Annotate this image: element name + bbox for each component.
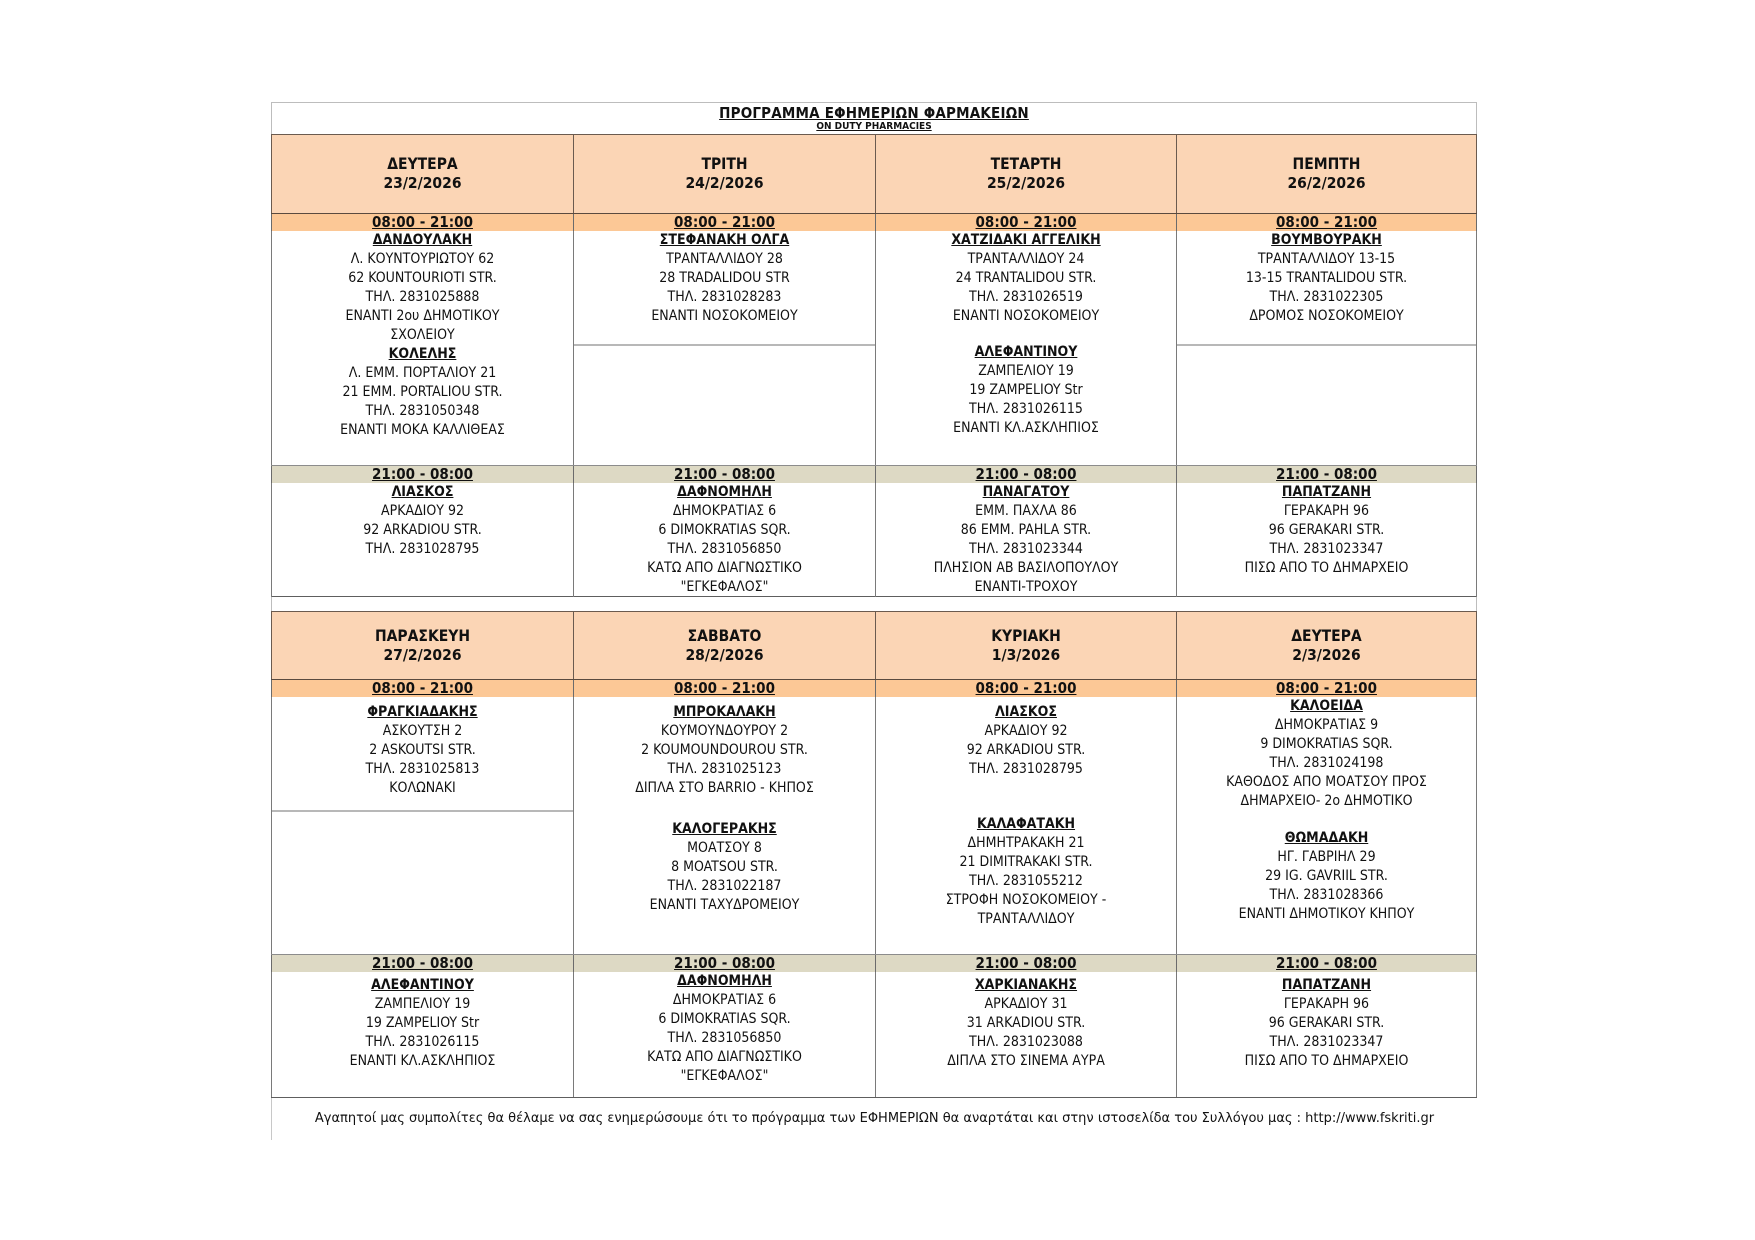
pharmacy-name: ΚΟΛΕΛΗΣ: [388, 346, 457, 362]
week-spacer: [271, 597, 1477, 611]
night-cell: [875, 972, 1176, 1097]
pharmacy-landmark: ΚΟΛΩΝΑΚΙ: [389, 780, 456, 796]
pharmacy-entry: [1177, 231, 1476, 344]
day-header: [573, 612, 875, 679]
week-block-2: [271, 611, 1477, 1098]
pharmacy-name: ΜΠΡΟΚΑΛΑΚΗ: [673, 704, 776, 720]
pharmacy-phone: ΤΗΛ. 2831028283: [667, 289, 782, 305]
pharmacy-name: ΣΤΕΦΑΝΑΚΗ ΟΛΓΑ: [659, 232, 790, 248]
pharmacy-entry: [1177, 972, 1476, 1071]
pharmacy-phone: ΤΗΛ. 2831055212: [969, 873, 1083, 889]
pharmacy-name: ΚΑΛΟΕΙΔΑ: [1290, 698, 1363, 714]
pharmacy-line: 86 EMM. PAHLA STR.: [960, 522, 1092, 538]
pharmacy-name: ΚΑΛΟΓΕΡΑΚΗΣ: [672, 821, 777, 837]
pharmacy-line: ΑΡΚΑΔΙΟΥ 31: [984, 996, 1068, 1012]
pharmacy-phone: ΤΗΛ. 2831022305: [1269, 289, 1384, 305]
day-shift-label: 08:00 - 21:00: [875, 680, 1176, 697]
pharmacy-landmark: ΠΙΣΩ ΑΠΟ ΤΟ ΔΗΜΑΡΧΕΙΟ: [1244, 560, 1409, 576]
pharmacy-landmark: ΚΑΤΩ ΑΠΟ ΔΙΑΓΝΩΣΤΙΚΟ: [647, 1049, 802, 1065]
pharmacy-line: 62 KOUNTOURIOTI STR.: [348, 270, 497, 286]
pharmacy-name: ΔΑΦΝΟΜΗΛΗ: [677, 484, 772, 500]
pharmacy-phone: ΤΗΛ. 2831050348: [365, 403, 480, 419]
day-header: [875, 612, 1176, 679]
pharmacy-line: ΔΗΜΟΚΡΑΤΙΑΣ 6: [672, 992, 777, 1008]
pharmacy-landmark: ΚΑΤΩ ΑΠΟ ΔΙΑΓΝΩΣΤΙΚΟ: [647, 560, 802, 576]
night-cell: [271, 483, 573, 597]
pharmacy-line: 92 ARKADIOU STR.: [966, 742, 1086, 758]
day-cell: [573, 231, 875, 465]
pharmacy-name: ΧΑΤΖΙΔΑΚΙ ΑΓΓΕΛΙΚΗ: [951, 232, 1101, 248]
pharmacy-line: 92 ARKADIOU STR.: [363, 522, 482, 538]
page-title: ΠΡΟΓΡΑΜΜΑ ΕΦΗΜΕΡΙΩΝ ΦΑΡΜΑΚΕΙΩΝ: [719, 104, 1029, 122]
pharmacy-phone: ΤΗΛ. 2831023347: [1269, 541, 1384, 557]
day-date: 2/3/2026: [1292, 645, 1361, 664]
night-shift-label: 21:00 - 08:00: [271, 466, 573, 483]
pharmacy-line: ΖΑΜΠΕΛΙΟΥ 19: [978, 363, 1074, 379]
night-shift-label: 21:00 - 08:00: [271, 955, 573, 972]
night-shift-label: 21:00 - 08:00: [573, 955, 875, 972]
pharmacy-entry: [876, 231, 1176, 326]
day-cell: [271, 231, 573, 465]
pharmacy-line: 2 ASKOUTSI STR.: [369, 742, 476, 758]
pharmacy-line: 28 TRADALIDOU STR: [659, 270, 790, 286]
day-date: 26/2/2026: [1287, 174, 1366, 192]
pharmacy-line: 9 DIMOKRATIAS SQR.: [1260, 736, 1393, 752]
day-header: [1176, 612, 1477, 679]
pharmacy-entry: [574, 697, 875, 798]
day-date: 1/3/2026: [991, 645, 1061, 664]
day-header-row: [271, 134, 1477, 213]
night-shift-content-row: [271, 483, 1477, 597]
pharmacy-line: ΑΡΚΑΔΙΟΥ 92: [380, 503, 465, 519]
pharmacy-line: 96 GERAKARI STR.: [1268, 522, 1385, 538]
pharmacy-name: ΔΑΝΔΟΥΛΑΚΗ: [372, 232, 473, 248]
day-name: ΔΕΥΤΕΡΑ: [1291, 626, 1362, 645]
pharmacy-line: ΤΡΑΝΤΑΛΛΙΔΟΥ 24: [967, 251, 1085, 267]
night-shift-label: 21:00 - 08:00: [1176, 466, 1477, 483]
night-cell: [1176, 972, 1477, 1097]
day-shift-label: 08:00 - 21:00: [271, 680, 573, 697]
pharmacy-entry: [876, 697, 1176, 779]
footer-notice: [271, 1098, 1477, 1140]
pharmacy-name: ΛΙΑΣΚΟΣ: [391, 484, 454, 500]
pharmacy-line: 19 ZAMPELIOY Str: [365, 1015, 480, 1031]
pharmacy-name: ΠΑΠΑΤΖΑΝΗ: [1281, 977, 1372, 993]
pharmacy-line: ΑΣΚΟΥΤΣΗ 2: [382, 723, 463, 739]
pharmacy-entry: [876, 326, 1176, 438]
pharmacy-landmark: ΚΑΘΟΔΟΣ ΑΠΟ ΜΟΑΤΣΟΥ ΠΡΟΣ: [1226, 774, 1427, 790]
pharmacy-line: ΖΑΜΠΕΛΙΟΥ 19: [374, 996, 471, 1012]
pharmacy-line: 21 EMM. PORTALIOU STR.: [342, 384, 503, 400]
pharmacy-landmark: ΔΙΠΛΑ ΣΤΟ BARRIO - ΚΗΠΟΣ: [635, 780, 814, 796]
day-cell: [875, 697, 1176, 954]
pharmacy-name: ΒΟΥΜΒΟΥΡΑΚΗ: [1271, 232, 1382, 248]
pharmacy-phone: ΤΗΛ. 2831025123: [667, 761, 782, 777]
day-name: ΚΥΡΙΑΚΗ: [991, 626, 1061, 645]
pharmacy-phone: ΤΗΛ. 2831026115: [365, 1034, 480, 1050]
pharmacy-entry: [272, 972, 573, 1071]
pharmacy-entry: [876, 483, 1176, 597]
pharmacy-name: ΦΡΑΓΚΙΑΔΑΚΗΣ: [367, 704, 478, 720]
night-cell: [271, 972, 573, 1097]
pharmacy-line: ΔΗΜΗΤΡΑΚΑΚΗ 21: [967, 835, 1085, 851]
pharmacy-line: 19 ZAMPELIOY Str: [969, 382, 1083, 398]
pharmacy-line: 2 KOUMOUNDOUROU STR.: [641, 742, 808, 758]
day-date: 24/2/2026: [685, 174, 764, 192]
day-date: 25/2/2026: [986, 174, 1066, 192]
night-shift-row: [271, 954, 1477, 972]
night-shift-content-row: [271, 972, 1477, 1098]
pharmacy-entry: [574, 231, 875, 344]
empty-slot: [272, 810, 573, 812]
pharmacy-line: ΓΕΡΑΚΑΡΗ 96: [1283, 996, 1370, 1012]
day-header: [875, 135, 1176, 213]
pharmacy-line: ΔΗΜΟΚΡΑΤΙΑΣ 9: [1274, 717, 1379, 733]
pharmacy-landmark: ΕΝΑΝΤΙ ΚΛ.ΑΣΚΛΗΠΙΟΣ: [349, 1053, 496, 1069]
pharmacy-line: ΚΟΥΜΟΥΝΔΟΥΡΟΥ 2: [660, 723, 789, 739]
pharmacy-phone: ΤΗΛ. 2831023088: [969, 1034, 1083, 1050]
day-name: ΠΕΜΠΤΗ: [1292, 155, 1361, 173]
day-shift-label: 08:00 - 21:00: [573, 214, 875, 231]
empty-slot: [1177, 344, 1476, 346]
day-header-row: [271, 611, 1477, 679]
day-shift-label: 08:00 - 21:00: [1176, 214, 1477, 231]
pharmacy-line: Λ. ΚΟΥΝΤΟΥΡΙΩΤΟΥ 62: [350, 251, 495, 267]
day-header: [1176, 135, 1477, 213]
pharmacy-entry: [1177, 483, 1476, 578]
night-cell: [1176, 483, 1477, 597]
pharmacy-phone: ΤΗΛ. 2831056850: [667, 541, 782, 557]
pharmacy-entry: [272, 697, 573, 810]
pharmacy-phone: ΤΗΛ. 2831028795: [969, 761, 1083, 777]
pharmacy-line: 24 TRANTALIDOU STR.: [955, 270, 1097, 286]
pharmacy-entry: [1177, 811, 1476, 924]
pharmacy-name: ΑΛΕΦΑΝΤΙΝΟΥ: [371, 977, 474, 993]
pharmacy-landmark: ΕΝΑΝΤΙ-ΤΡΟΧΟΥ: [974, 579, 1078, 595]
day-shift-label: 08:00 - 21:00: [271, 214, 573, 231]
pharmacy-landmark: ΔΙΠΛΑ ΣΤΟ ΣΙΝΕΜΑ ΑΥΡΑ: [947, 1053, 1105, 1069]
pharmacy-landmark: ΕΝΑΝΤΙ ΚΛ.ΑΣΚΛΗΠΙΟΣ: [953, 420, 1099, 436]
pharmacy-phone: ΤΗΛ. 2831025888: [365, 289, 480, 305]
day-shift-label: 08:00 - 21:00: [875, 214, 1176, 231]
pharmacy-landmark: "ΕΓΚΕΦΑΛΟΣ": [680, 579, 769, 595]
title-row: [271, 102, 1477, 134]
pharmacy-name: ΔΑΦΝΟΜΗΛΗ: [677, 973, 772, 989]
pharmacy-entry: [876, 972, 1176, 1071]
day-name: ΔΕΥΤΕΡΑ: [387, 155, 458, 173]
day-shift-label: 08:00 - 21:00: [573, 680, 875, 697]
pharmacy-line: 6 DIMOKRATIAS SQR.: [658, 522, 791, 538]
pharmacy-line: ΗΓ. ΓΑΒΡΙΗΛ 29: [1277, 849, 1376, 865]
night-cell: [573, 483, 875, 597]
pharmacy-line: 8 MOATSOU STR.: [671, 859, 778, 875]
pharmacy-line: 31 ARKADIOU STR.: [966, 1015, 1086, 1031]
pharmacy-entry: [1177, 697, 1476, 811]
pharmacy-entry: [574, 972, 875, 1086]
pharmacy-landmark: ΕΝΑΝΤΙ ΔΗΜΟΤΙΚΟΥ ΚΗΠΟΥ: [1238, 906, 1415, 922]
pharmacy-line: ΑΡΚΑΔΙΟΥ 92: [984, 723, 1068, 739]
pharmacy-landmark: ΠΙΣΩ ΑΠΟ ΤΟ ΔΗΜΑΡΧΕΙΟ: [1244, 1053, 1409, 1069]
pharmacy-line: ΔΗΜΟΚΡΑΤΙΑΣ 6: [672, 503, 777, 519]
pharmacy-phone: ΤΗΛ. 2831026519: [969, 289, 1083, 305]
pharmacy-landmark: ΤΡΑΝΤΑΛΛΙΔΟΥ: [977, 911, 1075, 927]
day-cell: [1176, 231, 1477, 465]
pharmacy-entry: [272, 483, 573, 559]
day-date: 28/2/2026: [685, 645, 764, 664]
night-shift-label: 21:00 - 08:00: [1176, 955, 1477, 972]
pharmacy-landmark: ΣΤΡΟΦΗ ΝΟΣΟΚΟΜΕΙΟΥ -: [945, 892, 1107, 908]
empty-slot: [574, 344, 875, 346]
pharmacy-line: ΤΡΑΝΤΑΛΛΙΔΟΥ 13-15: [1257, 251, 1396, 267]
pharmacy-name: ΚΑΛΑΦΑΤΑΚΗ: [976, 816, 1076, 832]
night-cell: [573, 972, 875, 1097]
day-shift-row: [271, 679, 1477, 697]
pharmacy-line: Λ. ΕΜΜ. ΠΟΡΤΑΛΙΟΥ 21: [348, 365, 497, 381]
pharmacy-name: ΛΙΑΣΚΟΣ: [995, 704, 1057, 720]
day-shift-label: 08:00 - 21:00: [1176, 680, 1477, 697]
day-header: [271, 612, 573, 679]
day-name: ΤΕΤΑΡΤΗ: [990, 155, 1062, 173]
pharmacy-landmark: ΕΝΑΝΤΙ ΜΟΚΑ ΚΑΛΛΙΘΕΑΣ: [340, 422, 505, 438]
night-shift-label: 21:00 - 08:00: [573, 466, 875, 483]
pharmacy-landmark: ΕΝΑΝΤΙ 2ου ΔΗΜΟΤΙΚΟΥ: [345, 308, 500, 324]
pharmacy-line: 21 DIMITRAKAKI STR.: [959, 854, 1093, 870]
night-shift-row: [271, 465, 1477, 483]
pharmacy-name: ΘΩΜΑΔΑΚΗ: [1284, 830, 1369, 846]
day-header: [271, 135, 573, 213]
pharmacy-landmark: ΔΡΟΜΟΣ ΝΟΣΟΚΟΜΕΙΟΥ: [1249, 308, 1404, 324]
pharmacy-landmark: ΕΝΑΝΤΙ ΝΟΣΟΚΟΜΕΙΟΥ: [651, 308, 798, 324]
night-shift-label: 21:00 - 08:00: [875, 466, 1176, 483]
day-shift-content-row: [271, 697, 1477, 954]
day-cell: [1176, 697, 1477, 954]
day-shift-content-row: [271, 231, 1477, 465]
pharmacy-phone: ΤΗΛ. 2831028366: [1269, 887, 1384, 903]
pharmacy-name: ΠΑΠΑΤΖΑΝΗ: [1281, 484, 1372, 500]
pharmacy-line: 96 GERAKARI STR.: [1268, 1015, 1385, 1031]
pharmacy-phone: ΤΗΛ. 2831026115: [969, 401, 1083, 417]
pharmacy-phone: ΤΗΛ. 2831024198: [1269, 755, 1384, 771]
page-subtitle: ON DUTY PHARMACIES: [816, 121, 932, 132]
pharmacy-landmark: "ΕΓΚΕΦΑΛΟΣ": [680, 1068, 769, 1084]
pharmacy-phone: ΤΗΛ. 2831023347: [1269, 1034, 1384, 1050]
pharmacy-landmark: ΕΝΑΝΤΙ ΝΟΣΟΚΟΜΕΙΟΥ: [952, 308, 1100, 324]
pharmacy-phone: ΤΗΛ. 2831023344: [969, 541, 1083, 557]
night-shift-label: 21:00 - 08:00: [875, 955, 1176, 972]
night-cell: [875, 483, 1176, 597]
pharmacy-landmark: ΠΛΗΣΙΟΝ ΑΒ ΒΑΣΙΛΟΠΟΥΛΟΥ: [933, 560, 1119, 576]
pharmacy-line: 6 DIMOKRATIAS SQR.: [658, 1011, 791, 1027]
pharmacy-line: 29 IG. GAVRIIL STR.: [1265, 868, 1388, 884]
pharmacy-phone: ΤΗΛ. 2831025813: [365, 761, 480, 777]
day-cell: [573, 697, 875, 954]
week-block-1: [271, 134, 1477, 597]
pharmacy-entry: [574, 483, 875, 597]
footer-text: Αγαπητοί μας συμπολίτες θα θέλαμε να σας ενημερώσουμε ότι το πρόγραμμα των ΕΦΗΜΕΡΙΩΝ θα αναρτάται και στην ιστοσελίδα του Συλλόγου μας : http://www.fskriti.gr: [314, 1111, 1435, 1126]
pharmacy-entry: [272, 345, 573, 440]
day-shift-row: [271, 213, 1477, 231]
day-name: ΠΑΡΑΣΚΕΥΗ: [374, 626, 471, 645]
pharmacy-line: ΓΕΡΑΚΑΡΗ 96: [1283, 503, 1370, 519]
pharmacy-phone: ΤΗΛ. 2831056850: [667, 1030, 782, 1046]
day-header: [573, 135, 875, 213]
day-date: 23/2/2026: [383, 174, 462, 192]
pharmacy-phone: ΤΗΛ. 2831028795: [365, 541, 480, 557]
pharmacy-line: ΤΡΑΝΤΑΛΛΙΔΟΥ 28: [666, 251, 783, 267]
day-cell: [271, 697, 573, 954]
pharmacy-entry: [272, 231, 573, 345]
pharmacy-line: 13-15 TRANTALIDOU STR.: [1245, 270, 1408, 286]
day-date: 27/2/2026: [383, 645, 462, 664]
pharmacy-line: ΜΟΑΤΣΟΥ 8: [687, 840, 762, 856]
pharmacy-landmark: ΣΧΟΛΕΙΟΥ: [390, 327, 455, 343]
pharmacy-name: ΑΛΕΦΑΝΤΙΝΟΥ: [974, 344, 1078, 360]
pharmacy-name: ΠΑΝΑΓΑΤΟΥ: [982, 484, 1070, 500]
pharmacy-landmark: ΔΗΜΑΡΧΕΙΟ- 2ο ΔΗΜΟΤΙΚΟ: [1240, 793, 1413, 809]
day-name: ΣΑΒΒΑΤΟ: [687, 626, 762, 645]
duty-pharmacy-schedule: [271, 102, 1477, 1140]
pharmacy-phone: ΤΗΛ. 2831022187: [667, 878, 782, 894]
pharmacy-landmark: ΕΝΑΝΤΙ ΤΑΧΥΔΡΟΜΕΙΟΥ: [649, 897, 800, 913]
pharmacy-entry: [574, 798, 875, 915]
pharmacy-name: ΧΑΡΚΙΑΝΑΚΗΣ: [974, 977, 1078, 993]
pharmacy-line: ΕΜΜ. ΠΑΧΛΑ 86: [975, 503, 1077, 519]
day-name: ΤΡΙΤΗ: [701, 155, 748, 173]
pharmacy-entry: [876, 779, 1176, 929]
day-cell: [875, 231, 1176, 465]
